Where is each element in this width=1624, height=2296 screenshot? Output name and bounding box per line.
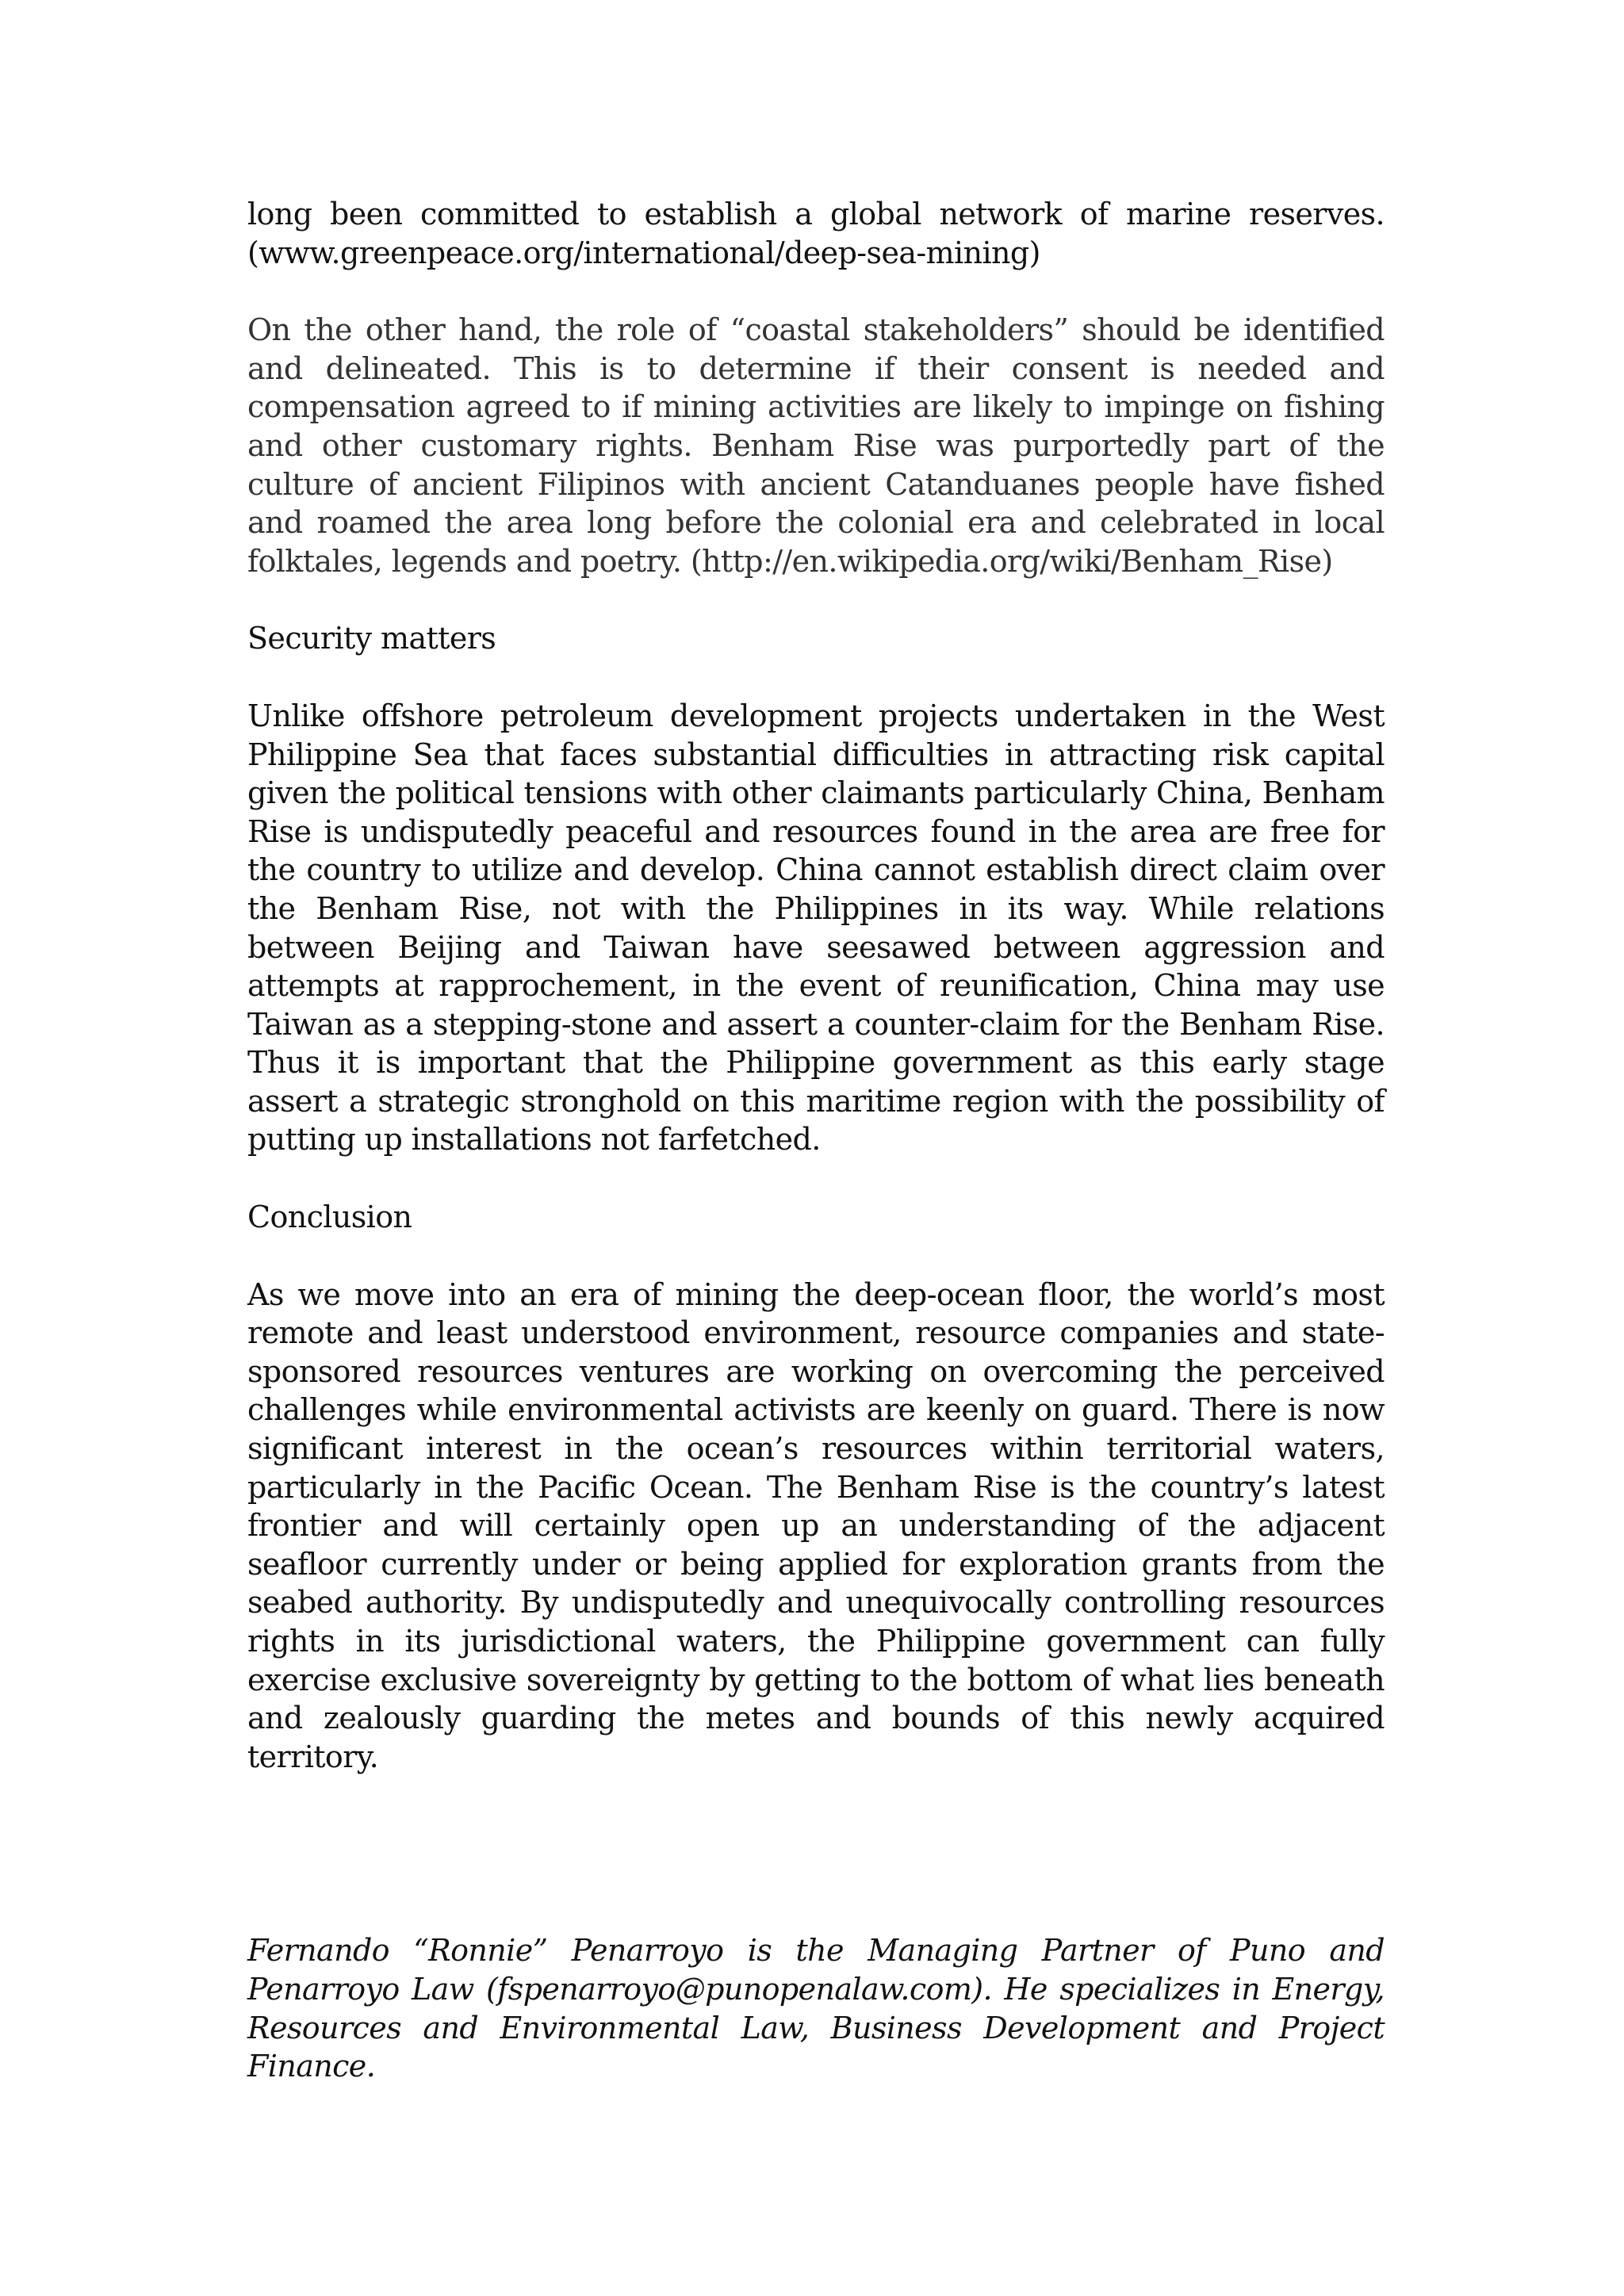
paragraph-gap bbox=[247, 1237, 1385, 1276]
paragraph-gap bbox=[247, 1159, 1385, 1198]
paragraph-conclusion: As we move into an era of mining the deep-ocean floor, the world’s most remote and least understood environment, resource companies and state-sponsored resources ventures are working on overcoming the perceived challenges while environmental activists are keenly on guard. There is now significant interest in the ocean’s resources within territorial waters, particularly in the Pacific Ocean. The Benham Rise is the country’s latest frontier and will certainly open up an understanding of the adjacent seafloor currently under or being applied for exploration grants from the seabed authority. By undisputedly and unequivocally controlling resources rights in its jurisdictional waters, the Philippine government can fully exercise exclusive sovereignty by getting to the bottom of what lies beneath and zealously guarding the metes and bounds of this newly acquired territory. bbox=[247, 1276, 1385, 1774]
author-note: Fernando “Ronnie” Penarroyo is the Managing Partner of Puno and Penarroyo Law (fspenarroyo@punopenalaw.com). He specializes in Energy, Resources and Environmental Law, Business Development and Project Finance. bbox=[247, 1933, 1385, 2084]
heading-conclusion: Conclusion bbox=[247, 1200, 412, 1235]
paragraph-gap bbox=[247, 580, 1385, 619]
heading-security-matters: Security matters bbox=[247, 621, 496, 656]
paragraph-gap bbox=[247, 658, 1385, 697]
paragraph-coastal-stakeholders: On the other hand, the role of “coastal stakeholders” should be identified and delineated. This is to determine if their consent is needed and compensation agreed to if mining activities are likely to impinge on fishing and other customary rights. Benham Rise was purportedly part of the culture of ancient Filipinos with ancient Catanduanes people have fished and roamed the area long before the colonial era and celebrated in local folktales, legends and poetry. (http://en.wikipedia.org/wiki/Benham_Rise) bbox=[247, 312, 1385, 579]
paragraph-marine-reserves: long been committed to establish a global network of marine reserves. (www.greenpeace.org/international/deep-sea-mining) bbox=[247, 197, 1385, 270]
document-page bbox=[247, 195, 1385, 2086]
author-gap bbox=[247, 1776, 1385, 1931]
paragraph-gap bbox=[247, 272, 1385, 311]
paragraph-security: Unlike offshore petroleum development projects undertaken in the West Philippine Sea that faces substantial difficulties in attracting risk capital given the political tensions with other claimants particularly China, Benham Rise is undisputedly peaceful and resources found in the area are free for the country to utilize and develop. China cannot establish direct claim over the Benham Rise, not with the Philippines in its way. While relations between Beijing and Taiwan have seesawed between aggression and attempts at rapprochement, in the event of reunification, China may use Taiwan as a stepping-stone and assert a counter-claim for the Benham Rise. Thus it is important that the Philippine government as this early stage assert a strategic stronghold on this maritime region with the possibility of putting up installations not farfetched. bbox=[247, 698, 1385, 1158]
